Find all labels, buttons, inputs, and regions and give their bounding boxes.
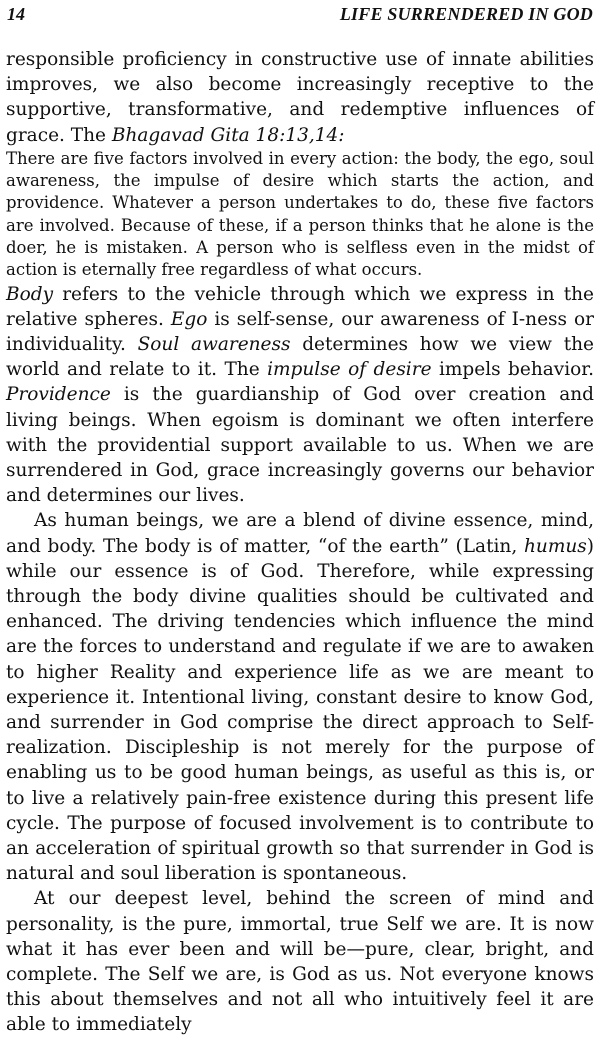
term-providence: Providence (6, 384, 111, 406)
body-text (6, 47, 594, 1038)
intro-text: responsible proficiency in constructive use of innate abilities improves, we also become increasingly receptive to the supportive, transformative, and redemptive influences of grace. The (6, 49, 594, 146)
paragraph-deepest-level: At our deepest level, behind the screen of mind and personality, is the pure, immortal, true Self we are. It is now what it has ever been and will be—pure, clear, bright, and complete. The Self we are, is God as us. Not everyone knows this about themselves and not all who intuitively feel it are able to immediately (6, 888, 594, 1036)
text-span: refers to the vehicle through which we express in the relative spheres. (6, 283, 594, 330)
term-humus: humus (524, 535, 587, 557)
term-soul-awareness: Soul awareness (137, 334, 291, 355)
page-header (7, 4, 593, 28)
paragraph-human-beings (6, 508, 594, 886)
scripture-reference: Bhagavad Gita 18:13,14: (111, 124, 345, 146)
block-quote: There are five factors involved in every action: the body, the ego, soul awareness, the impulse of desire which starts the action, and providence. Whatever a person undertakes to do, these five factors are involved. Because of these, if a person thinks that he alone is the doer, he is mistaken. A person who is selfless even in the midst of action is eternally free regardless of what occurs. (6, 148, 594, 280)
paragraph-body-definitions (6, 282, 594, 509)
page-number: 14 (7, 4, 25, 24)
term-ego: Ego (170, 308, 208, 330)
text-span: determines how we view the world and relate to it. The (6, 334, 594, 381)
text-span: is the guardianship of God over creation and living beings. When egoism is dominant we often interfere with the providential support available to us. When we are surrendered in God, grace increasingly governs our behavior and determines our lives. (6, 384, 594, 507)
term-body: Body (6, 283, 54, 305)
text-span: ) while our essence is of God. Therefore, while expressing through the body divine qualities should be cultivated and enhanced. The driving tendencies which influence the mind are the forces to understand and regulate if we are to awaken to higher Reality and experience life as we are meant to experience it. Intentional living, constant desire to know God, and surrender in God comprise the direct approach to Self-realization. Discipleship is not merely for the purpose of enabling us to be good human beings, as useful as this is, or to live a relatively pain-free existence during this present life cycle. The purpose of focused involvement is to contribute to an acceleration of spiritual growth so that surrender in God is natural and soul liberation is spontaneous. (6, 535, 594, 885)
text-span: As human beings, we are a blend of divine essence, mind, and body. The body is of matter, “of the earth” (Latin, (6, 510, 594, 557)
term-impulse-of-desire: impulse of desire (267, 359, 432, 381)
intro-paragraph (6, 47, 594, 148)
running-title: LIFE SURRENDERED IN GOD (339, 4, 593, 24)
text-span: is self-sense, our awareness of I-ness or individuality. (6, 308, 594, 355)
text-span: impels behavior. (431, 359, 594, 381)
